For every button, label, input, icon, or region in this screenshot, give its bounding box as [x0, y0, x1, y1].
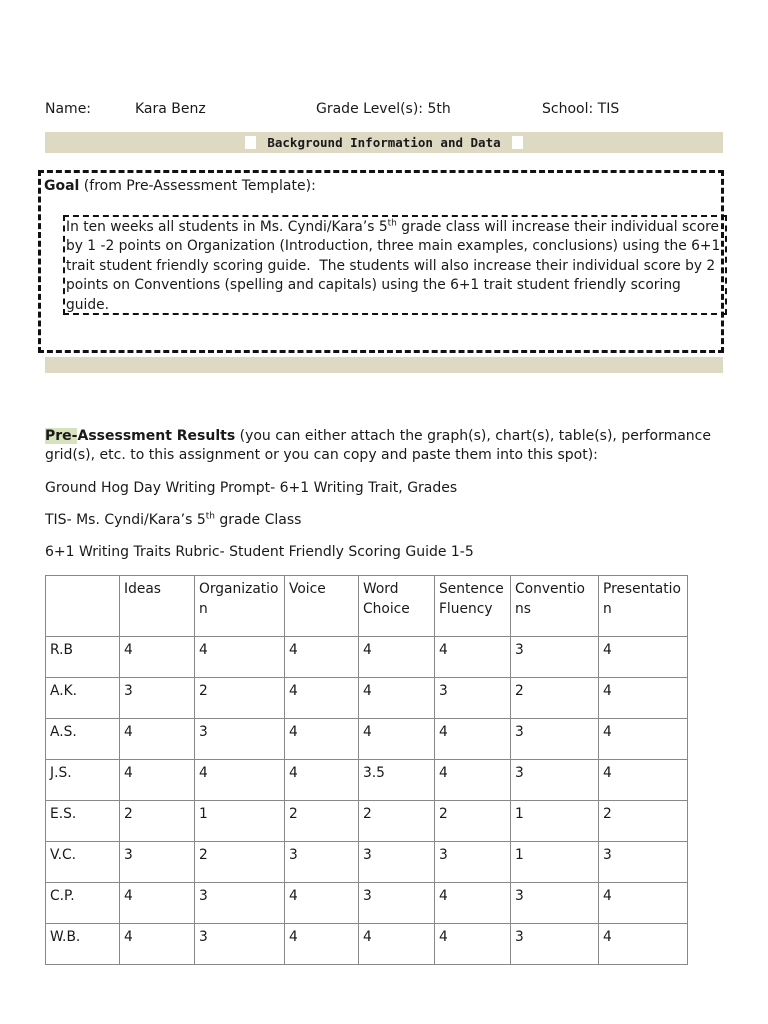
- pre-assessment-rest: (you can either attach the graph(s), chart(s), table(s), performance grid(s), etc. to this assignment or you can copy and paste them into this spot):: [45, 428, 711, 463]
- score-cell: 2: [285, 801, 359, 842]
- score-cell: 1: [195, 801, 285, 842]
- pre-assessment-heading: [45, 427, 735, 465]
- score-cell: 2: [195, 678, 285, 719]
- name-value: Kara Benz: [135, 101, 206, 117]
- student-initials-cell: E.S.: [46, 801, 120, 842]
- student-initials-cell: A.S.: [46, 719, 120, 760]
- score-cell: 3: [435, 842, 511, 883]
- table-header-cell: Organizatio n: [195, 576, 285, 637]
- class-line-part: TIS- Ms. Cyndi/Kara’s 5: [45, 512, 206, 528]
- score-cell: 4: [599, 883, 688, 924]
- goal-text-part: In ten weeks all students in Ms. Cyndi/Kara’s 5: [66, 219, 388, 235]
- score-cell: 3: [511, 760, 599, 801]
- score-cell: 2: [599, 801, 688, 842]
- score-cell: 4: [120, 637, 195, 678]
- table-row: [46, 678, 688, 719]
- score-cell: 4: [285, 760, 359, 801]
- score-cell: 3: [195, 883, 285, 924]
- student-initials-cell: J.S.: [46, 760, 120, 801]
- writing-prompt-line: Ground Hog Day Writing Prompt- 6+1 Writing Trait, Grades: [45, 480, 458, 496]
- goal-text-part: grade class will increase their individual score by 1 -2 points on Organization (Introduction, three main examples, conclusions) using the 6+1 trait student friendly scoring guide. The students will also increase their individual score by 2 points on Conventions (spelling and capitals) using the 6+1 trait student friendly scoring guide.: [66, 219, 721, 313]
- score-cell: 4: [285, 637, 359, 678]
- score-cell: 4: [285, 883, 359, 924]
- score-cell: 2: [435, 801, 511, 842]
- table-header-row: [46, 576, 688, 637]
- section-title: Background Information and Data: [267, 135, 501, 150]
- score-cell: 3: [511, 637, 599, 678]
- score-cell: 4: [359, 678, 435, 719]
- score-cell: 2: [511, 678, 599, 719]
- table-row: [46, 637, 688, 678]
- goal-label-suffix: (from Pre-Assessment Template):: [79, 178, 316, 194]
- score-cell: 4: [435, 883, 511, 924]
- score-cell: 4: [195, 637, 285, 678]
- student-initials-cell: C.P.: [46, 883, 120, 924]
- score-cell: 4: [599, 719, 688, 760]
- score-cell: 3: [120, 842, 195, 883]
- table-row: [46, 883, 688, 924]
- table-header-cell: Ideas: [120, 576, 195, 637]
- score-cell: 4: [359, 637, 435, 678]
- score-cell: 3: [511, 924, 599, 965]
- score-cell: 1: [511, 801, 599, 842]
- table-row: [46, 842, 688, 883]
- score-cell: 3: [511, 719, 599, 760]
- student-initials-cell: A.K.: [46, 678, 120, 719]
- score-cell: 4: [285, 719, 359, 760]
- score-cell: 3: [285, 842, 359, 883]
- score-cell: 3: [195, 924, 285, 965]
- score-cell: 1: [511, 842, 599, 883]
- score-cell: 4: [120, 924, 195, 965]
- score-cell: 3: [195, 719, 285, 760]
- pre-highlight: Pre-: [45, 428, 78, 444]
- table-header-cell: Word Choice: [359, 576, 435, 637]
- score-cell: 4: [599, 678, 688, 719]
- class-line-sup: th: [205, 511, 215, 522]
- class-line-part: grade Class: [214, 512, 302, 528]
- grade-level: Grade Level(s): 5th: [316, 101, 451, 117]
- checkbox-square-icon: [245, 136, 256, 149]
- score-cell: 4: [435, 719, 511, 760]
- score-cell: 4: [435, 924, 511, 965]
- scores-table: [45, 575, 688, 965]
- goal-heading: [44, 177, 316, 195]
- checkbox-square-icon: [512, 136, 523, 149]
- student-initials-cell: R.B: [46, 637, 120, 678]
- score-cell: 4: [599, 760, 688, 801]
- score-cell: 3: [435, 678, 511, 719]
- pre-assessment-bold: Assessment Results: [77, 428, 236, 444]
- score-cell: 4: [599, 924, 688, 965]
- rubric-line: 6+1 Writing Traits Rubric- Student Friendly Scoring Guide 1-5: [45, 544, 474, 560]
- goal-text-sup: th: [387, 218, 397, 229]
- table-header-cell: [46, 576, 120, 637]
- score-cell: 3: [359, 883, 435, 924]
- table-header-cell: Presentatio n: [599, 576, 688, 637]
- score-cell: 2: [195, 842, 285, 883]
- name-label: Name:: [45, 101, 92, 117]
- section-bottom-band: [45, 357, 723, 373]
- score-cell: 4: [359, 924, 435, 965]
- score-cell: 2: [359, 801, 435, 842]
- score-cell: 4: [120, 883, 195, 924]
- class-line: [45, 511, 301, 529]
- goal-text: [66, 218, 726, 315]
- section-title-band: [45, 132, 723, 153]
- score-cell: 4: [120, 760, 195, 801]
- score-cell: 4: [120, 719, 195, 760]
- score-cell: 3: [599, 842, 688, 883]
- score-cell: 4: [359, 719, 435, 760]
- student-initials-cell: V.C.: [46, 842, 120, 883]
- table-row: [46, 760, 688, 801]
- table-header-cell: Voice: [285, 576, 359, 637]
- score-cell: 4: [285, 924, 359, 965]
- school: School: TIS: [542, 101, 620, 117]
- score-cell: 2: [120, 801, 195, 842]
- table-row: [46, 801, 688, 842]
- table-row: [46, 719, 688, 760]
- score-cell: 4: [435, 637, 511, 678]
- score-cell: 3: [359, 842, 435, 883]
- student-initials-cell: W.B.: [46, 924, 120, 965]
- score-cell: 3.5: [359, 760, 435, 801]
- table-header-cell: Sentence Fluency: [435, 576, 511, 637]
- score-cell: 4: [599, 637, 688, 678]
- score-cell: 3: [511, 883, 599, 924]
- score-cell: 4: [195, 760, 285, 801]
- score-cell: 4: [285, 678, 359, 719]
- goal-label: Goal: [44, 178, 80, 194]
- score-cell: 4: [435, 760, 511, 801]
- table-row: [46, 924, 688, 965]
- score-cell: 3: [120, 678, 195, 719]
- table-header-cell: Conventio ns: [511, 576, 599, 637]
